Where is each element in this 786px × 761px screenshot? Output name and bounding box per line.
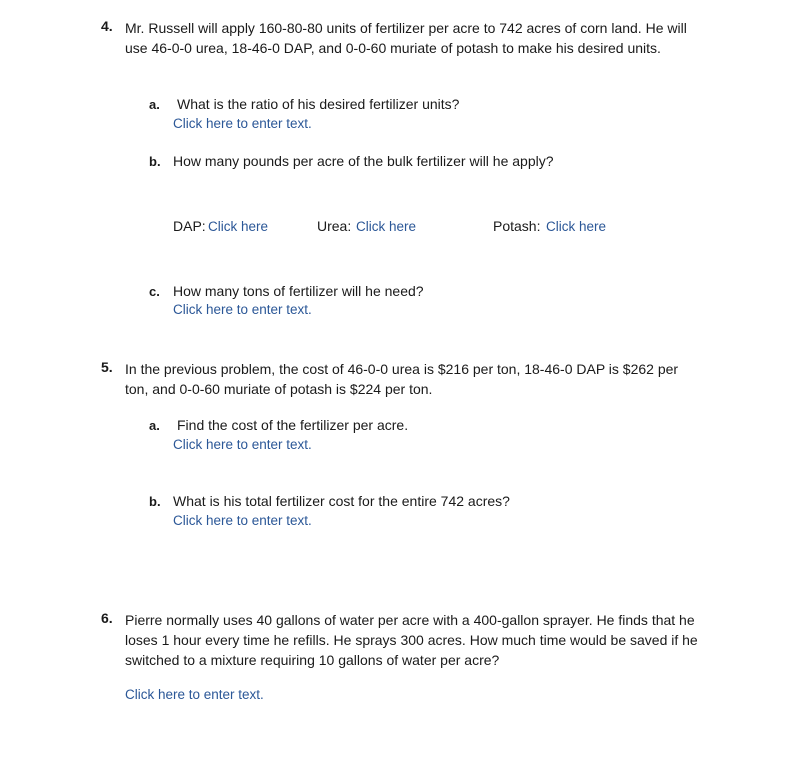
question-4c-text: How many tons of fertilizer will he need? <box>173 283 424 299</box>
question-4a-answer-field[interactable]: Click here to enter text. <box>173 116 312 131</box>
question-4c-label: c. <box>149 284 160 299</box>
question-4-text: Mr. Russell will apply 160-80-80 units of fertilizer per acre to 742 acres of corn land. He will use 46-0-0 urea, 18-46-0 DAP, and 0-0-60 muriate of potash to make his desired units. <box>125 20 687 56</box>
question-5a-text: Find the cost of the fertilizer per acre. <box>177 417 409 433</box>
question-5b-answer-field[interactable]: Click here to enter text. <box>173 513 312 528</box>
dap-answer-field[interactable]: Click here <box>208 219 269 234</box>
question-4b-text: How many pounds per acre of the bulk fertilizer will he apply? <box>173 153 554 169</box>
question-5b-label: b. <box>149 494 161 509</box>
dap-label: DAP: <box>173 218 206 234</box>
question-5-number: 5. <box>101 359 113 375</box>
question-6-answer-field[interactable]: Click here to enter text. <box>125 687 264 702</box>
question-4c-answer-field[interactable]: Click here to enter text. <box>173 302 312 317</box>
question-4a-label: a. <box>149 97 160 112</box>
question-4b-label: b. <box>149 154 161 169</box>
urea-label: Urea: <box>317 218 352 234</box>
question-6-number: 6. <box>101 610 113 626</box>
question-4-number: 4. <box>101 18 113 34</box>
potash-answer-field[interactable]: Click here <box>546 219 607 234</box>
question-5a-answer-field[interactable]: Click here to enter text. <box>173 437 312 452</box>
question-4a-text: What is the ratio of his desired fertilizer units? <box>177 96 460 112</box>
question-5a-label: a. <box>149 418 160 433</box>
question-6-text: Pierre normally uses 40 gallons of water per acre with a 400-gallon sprayer. He finds that he loses 1 hour every time he refills. He sprays 300 acres. How much time would be saved if he switched to a mixture requiring 10 gallons of water per acre? <box>125 612 698 668</box>
question-5-text: In the previous problem, the cost of 46-0-0 urea is $216 per ton, 18-46-0 DAP is $262 per ton, and 0-0-60 muriate of potash is $224 per ton. <box>125 361 679 397</box>
urea-answer-field[interactable]: Click here <box>356 219 417 234</box>
question-5b-text: What is his total fertilizer cost for the entire 742 acres? <box>173 493 510 509</box>
potash-label: Potash: <box>493 218 541 234</box>
